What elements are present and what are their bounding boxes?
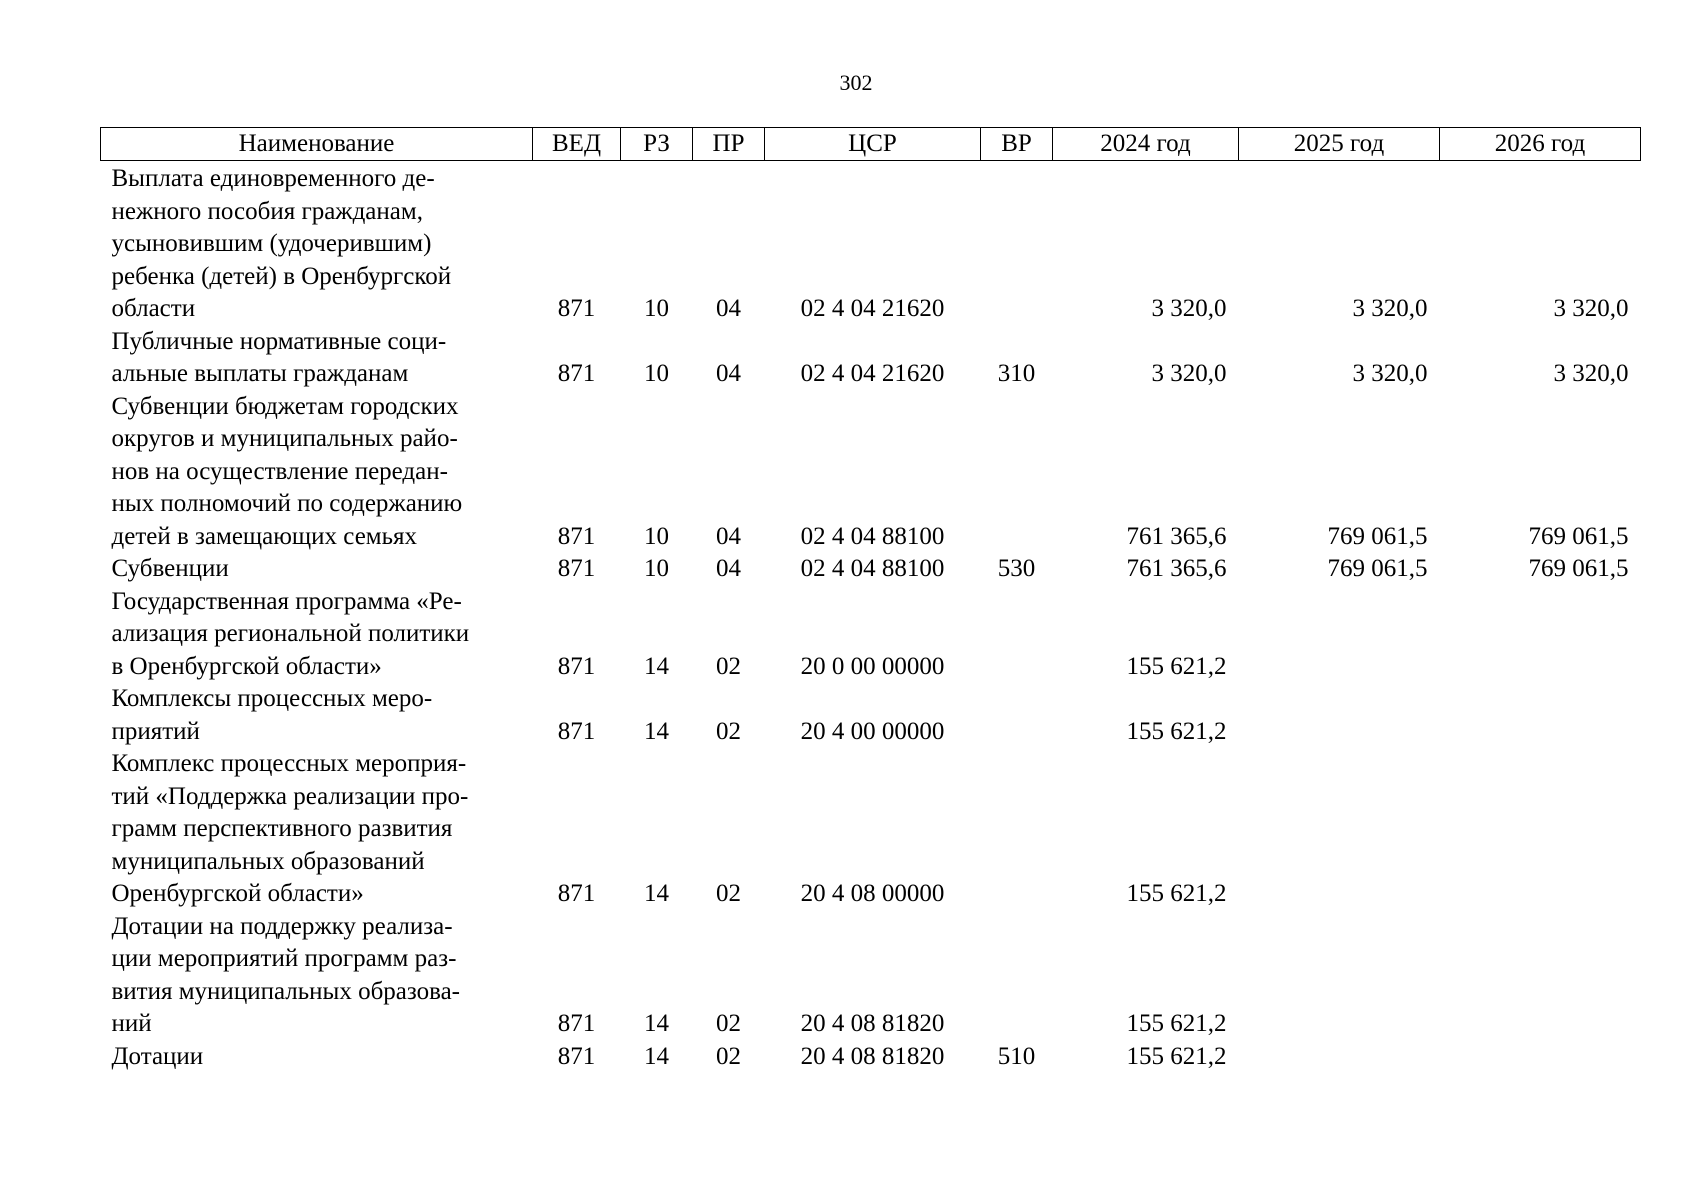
row-vr: 310 bbox=[997, 360, 1036, 387]
row-2026: 769 061,5 bbox=[1528, 555, 1629, 582]
row-2025: 769 061,5 bbox=[1327, 522, 1428, 550]
row-vr bbox=[981, 911, 1053, 1041]
header-2024: 2024 год bbox=[1053, 128, 1239, 161]
row-2025: 769 061,5 bbox=[1327, 555, 1428, 582]
row-rz: 14 bbox=[644, 880, 669, 907]
row-2024: 3 320,0 bbox=[1151, 360, 1227, 387]
row-2026 bbox=[1440, 748, 1641, 911]
row-name: Государственная программа «Ре- ализация региональной политики в Оренбургской области» bbox=[111, 587, 470, 680]
row-2024: 155 621,2 bbox=[1126, 880, 1227, 907]
row-csr: 02 4 04 21620 bbox=[800, 360, 945, 387]
row-ved: 871 bbox=[557, 295, 596, 322]
header-pr: ПР bbox=[693, 128, 765, 161]
row-pr: 02 bbox=[716, 1042, 741, 1070]
row-name: Публичные нормативные соци- альные выплаты гражданам bbox=[111, 327, 447, 387]
page-number: 302 bbox=[839, 70, 873, 95]
row-ved: 871 bbox=[557, 522, 596, 550]
row-vr bbox=[981, 748, 1053, 911]
row-2024: 155 621,2 bbox=[1126, 1042, 1227, 1070]
table-row bbox=[101, 553, 1641, 586]
row-rz: 10 bbox=[644, 522, 669, 550]
row-name: Комплексы процессных меро- приятий bbox=[111, 685, 433, 745]
row-name: Субвенции бюджетам городских округов и муниципальных райо- нов на осуществление передан- ных полномочий по содержанию детей в замещающих семьях bbox=[111, 392, 463, 550]
table-row bbox=[101, 911, 1641, 1041]
table-row bbox=[101, 161, 1641, 326]
table-row bbox=[101, 748, 1641, 911]
row-name: Комплекс процессных мероприя- тий «Поддержка реализации про- грамм перспективного развития муниципальных образований Оренбургской области» bbox=[111, 750, 469, 907]
row-pr: 02 bbox=[716, 652, 741, 680]
row-vr bbox=[981, 161, 1053, 326]
row-rz: 10 bbox=[644, 555, 669, 582]
header-rz: РЗ bbox=[621, 128, 693, 161]
row-vr bbox=[981, 683, 1053, 748]
row-rz: 10 bbox=[644, 360, 669, 387]
row-rz: 14 bbox=[644, 1042, 669, 1070]
row-2025 bbox=[1239, 683, 1440, 748]
row-2024: 761 365,6 bbox=[1126, 555, 1227, 582]
budget-table bbox=[100, 127, 1641, 1073]
header-vr: ВР bbox=[981, 128, 1053, 161]
row-2026: 769 061,5 bbox=[1528, 522, 1629, 550]
row-rz: 10 bbox=[644, 295, 669, 322]
row-2025 bbox=[1239, 1041, 1440, 1074]
row-2026 bbox=[1440, 1041, 1641, 1074]
row-rz: 14 bbox=[644, 717, 669, 745]
row-pr: 04 bbox=[716, 555, 741, 582]
row-csr: 20 4 08 81820 bbox=[800, 1010, 945, 1037]
row-pr: 04 bbox=[716, 522, 741, 550]
row-pr: 02 bbox=[716, 1010, 741, 1037]
row-2024: 155 621,2 bbox=[1126, 652, 1227, 680]
row-csr: 20 4 08 81820 bbox=[800, 1042, 945, 1070]
table-header bbox=[101, 128, 1641, 161]
row-csr: 02 4 04 88100 bbox=[800, 522, 945, 550]
table-row bbox=[101, 586, 1641, 684]
row-name: Дотации на поддержку реализа- ции мероприятий программ раз- вития муниципальных образова- ний bbox=[111, 912, 461, 1037]
row-vr: 530 bbox=[997, 555, 1036, 582]
row-rz: 14 bbox=[644, 652, 669, 680]
row-ved: 871 bbox=[557, 717, 596, 745]
row-2025: 3 320,0 bbox=[1352, 295, 1428, 322]
row-2026 bbox=[1440, 586, 1641, 684]
row-csr: 20 4 08 00000 bbox=[800, 880, 945, 907]
row-2025 bbox=[1239, 586, 1440, 684]
header-row bbox=[101, 128, 1641, 161]
row-ved: 871 bbox=[557, 880, 596, 907]
row-2024: 761 365,6 bbox=[1126, 522, 1227, 550]
row-2026: 3 320,0 bbox=[1553, 360, 1629, 387]
header-csr: ЦСР bbox=[765, 128, 981, 161]
row-2024: 155 621,2 bbox=[1126, 717, 1227, 745]
row-pr: 02 bbox=[716, 880, 741, 907]
row-name: Дотации bbox=[111, 1042, 204, 1070]
row-vr: 510 bbox=[997, 1042, 1036, 1070]
row-rz: 14 bbox=[644, 1010, 669, 1037]
row-pr: 04 bbox=[716, 295, 741, 322]
row-2024: 3 320,0 bbox=[1151, 295, 1227, 322]
header-2025: 2025 год bbox=[1239, 128, 1440, 161]
header-ved: ВЕД bbox=[533, 128, 621, 161]
row-vr bbox=[981, 391, 1053, 554]
header-name: Наименование bbox=[101, 128, 533, 161]
row-name: Выплата единовременного де- нежного пособия гражданам, усыновившим (удочерившим) ребенка (детей) в Оренбургской области bbox=[111, 165, 452, 322]
row-pr: 02 bbox=[716, 717, 741, 745]
row-vr bbox=[981, 586, 1053, 684]
row-2025 bbox=[1239, 748, 1440, 911]
row-2024: 155 621,2 bbox=[1126, 1010, 1227, 1037]
row-csr: 20 0 00 00000 bbox=[800, 652, 945, 680]
row-ved: 871 bbox=[557, 360, 596, 387]
row-ved: 871 bbox=[557, 1010, 596, 1037]
table-body bbox=[101, 161, 1641, 1074]
table-row bbox=[101, 683, 1641, 748]
row-2026 bbox=[1440, 911, 1641, 1041]
table-row bbox=[101, 326, 1641, 391]
table-row bbox=[101, 1041, 1641, 1074]
table-row bbox=[101, 391, 1641, 554]
row-2026 bbox=[1440, 683, 1641, 748]
row-csr: 02 4 04 88100 bbox=[800, 555, 945, 582]
row-name: Субвенции bbox=[111, 555, 229, 582]
row-2025: 3 320,0 bbox=[1352, 360, 1428, 387]
header-2026: 2026 год bbox=[1440, 128, 1641, 161]
row-ved: 871 bbox=[557, 652, 596, 680]
row-ved: 871 bbox=[557, 555, 596, 582]
row-pr: 04 bbox=[716, 360, 741, 387]
row-2026: 3 320,0 bbox=[1553, 295, 1629, 322]
row-2025 bbox=[1239, 911, 1440, 1041]
row-csr: 02 4 04 21620 bbox=[800, 295, 945, 322]
row-ved: 871 bbox=[557, 1042, 596, 1070]
row-csr: 20 4 00 00000 bbox=[800, 717, 945, 745]
